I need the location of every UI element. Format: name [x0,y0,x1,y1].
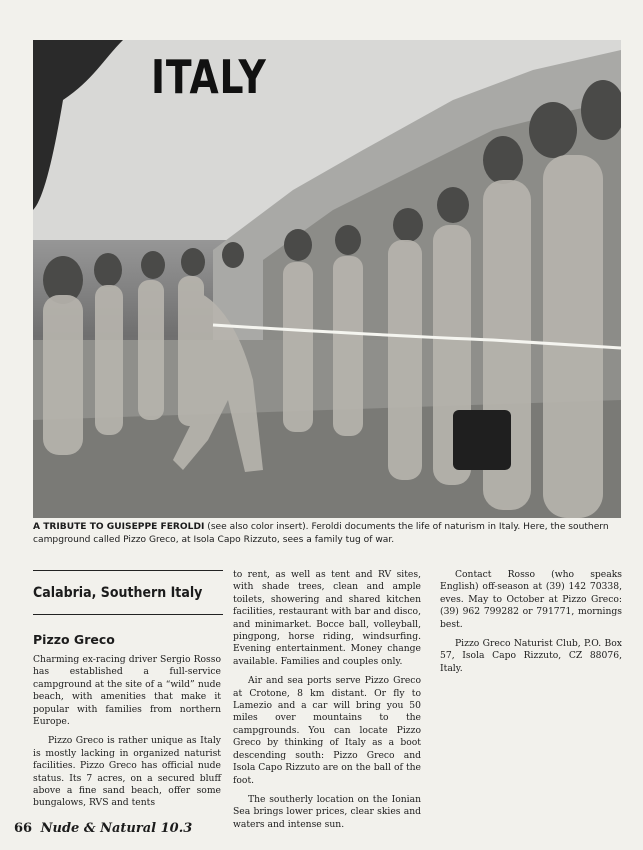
paragraph: Pizzo Greco Naturist Club, P.O. Box 57, Isola Capo Rizzuto, CZ 88076, Italy. [440,638,622,674]
page-number: 66 [14,821,33,836]
magazine-title: Nude & Natural 10.3 [40,821,193,836]
section-heading: Calabria, Southern Italy [33,585,203,601]
paragraph: Contact Rosso (who speaks English) off-season at (39) 142 70338, eves. May to October at Pizzo Greco: (39) 962 799282 or 791771, mornings best. [440,569,622,630]
sub-heading: Pizzo Greco [33,632,115,647]
photo-title: ITALY [151,50,267,104]
caption-lead: A TRIBUTE TO GUISEPPE FEROLDI [33,522,205,532]
section-heading-box [33,570,223,615]
photo-illustration [33,40,621,518]
text-column-3 [440,569,622,682]
text-column-1 [33,654,221,817]
photo-caption [33,521,623,547]
page-footer [14,821,192,836]
beach-photo [33,40,621,518]
paragraph: Air and sea ports serve Pizzo Greco at Crotone, 8 km distant. Or fly to Lamezio and a car will bring you 50 miles over mountains to the campgrounds. You can locate Pizzo Greco by thinking of Italy as a boot descending south: Pizzo Greco and Isola Capo Rizzuto are on the ball of the foot. [233,675,421,786]
paragraph: Charming ex-racing driver Sergio Rosso has established a full-service campground at the site of a “wild” nude beach, with amenities that make it popular with families from northern Europe. [33,654,221,728]
caption-text: (see also color insert). Feroldi documents the life of naturism in Italy. Here, the southern campground called Pizzo Greco, at Isola Capo Rizzuto, sees a family tug of war. [33,522,609,545]
paragraph: Pizzo Greco is rather unique as Italy is mostly lacking in organized naturist facilities. Pizzo Greco has official nude status. Its 7 acres, on a secured bluff above a fine sand beach, offer some bungalows, RVS and tents [33,735,221,809]
paragraph: The southerly location on the Ionian Sea brings lower prices, clear skies and waters and intense sun. [233,793,421,830]
paragraph: to rent, as well as tent and RV sites, with shade trees, clean and ample toilets, showering and shared kitchen facilities, restaurant with bar and disco, and minimarket. Bocce ball, volleyball, pingpong, horse riding, windsurfing. Evening entertainment. Money change available. Families and couples only. [233,569,421,667]
text-column-2 [233,569,421,838]
